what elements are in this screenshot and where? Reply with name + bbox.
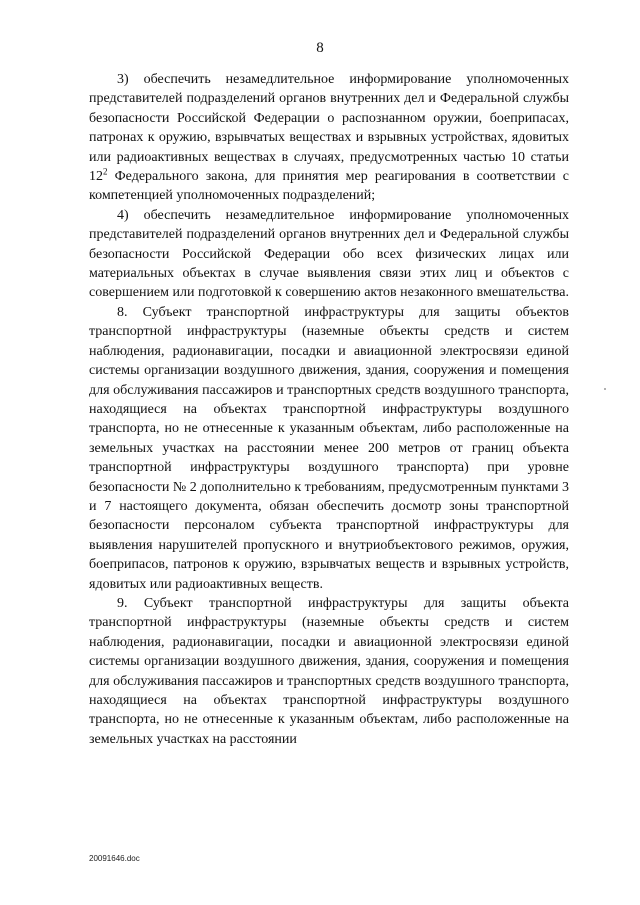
footer-filename: 20091646.doc	[89, 854, 140, 863]
document-body	[89, 70, 569, 749]
margin-mark	[604, 388, 606, 390]
paragraph-item-4: 4) обеспечить незамедлительное информирование уполномоченных представителей подразделений органов внутренних дел и Федеральной службы безопасности Российской Федерации обо всех физических лицах или материальных объектах в случае выявления связи этих лиц и объектов с совершением или подготовкой к совершению актов незаконного вмешательства.	[89, 207, 569, 301]
paragraph-item-3	[89, 70, 569, 206]
paragraph-clause-8: 8. Субъект транспортной инфраструктуры для защиты объектов транспортной инфраструктуры (наземные объекты средств и систем наблюдения, радионавигации, посадки и авиационной электросвязи единой системы организации воздушного движения, здания, сооружения и помещения для обслуживания пассажиров и транспортных средств воздушного транспорта, находящиеся на объектах транспортной инфраструктуры воздушного транспорта, но не отнесенные к указанным объектам, либо расположенные на земельных участках на расстоянии менее 200 метров от границ объекта транспортной инфраструктуры воздушного транспорта) при уровне безопасности № 2 дополнительно к требованиям, предусмотренным пунктами 3 и 7 настоящего документа, обязан обеспечить досмотр зоны транспортной безопасности персоналом субъекта транспортной инфраструктуры для выявления нарушителей пропускного и внутриобъектового режимов, оружия, боеприпасов, патронов к оружию, взрывчатых веществ и взрывных устройств, ядовитых или радиоактивных веществ.	[89, 304, 569, 592]
superscript-article-index: 2	[103, 166, 108, 177]
page-number: 8	[316, 40, 324, 56]
paragraph-item-3-text-start: 3) обеспечить незамедлительное информирование уполномоченных представителей подразделений органов внутренних дел и Федеральной службы безопасности Российской Федерации о распознанном оружии, боеприпасах, патронах к оружию, взрывчатых веществах и взрывных устройствах, ядовитых или радиоактивных веществах в случаях, предусмотренных частью 10 статьи 12	[89, 72, 569, 185]
paragraph-item-3-text-end: Федерального закона, для принятия мер реагирования в соответствии с компетенцией уполномоченных подразделений;	[89, 169, 569, 204]
paragraph-clause-9: 9. Субъект транспортной инфраструктуры для защиты объекта транспортной инфраструктуры (наземные объекты средств и систем наблюдения, радионавигации, посадки и авиационной электросвязи единой системы организации воздушного движения, здания, сооружения и помещения для обслуживания пассажиров и транспортных средств воздушного транспорта, находящиеся на объектах транспортной инфраструктуры воздушного транспорта, но не отнесенные к указанным объектам, либо расположенные на земельных участках на расстоянии	[89, 595, 569, 747]
